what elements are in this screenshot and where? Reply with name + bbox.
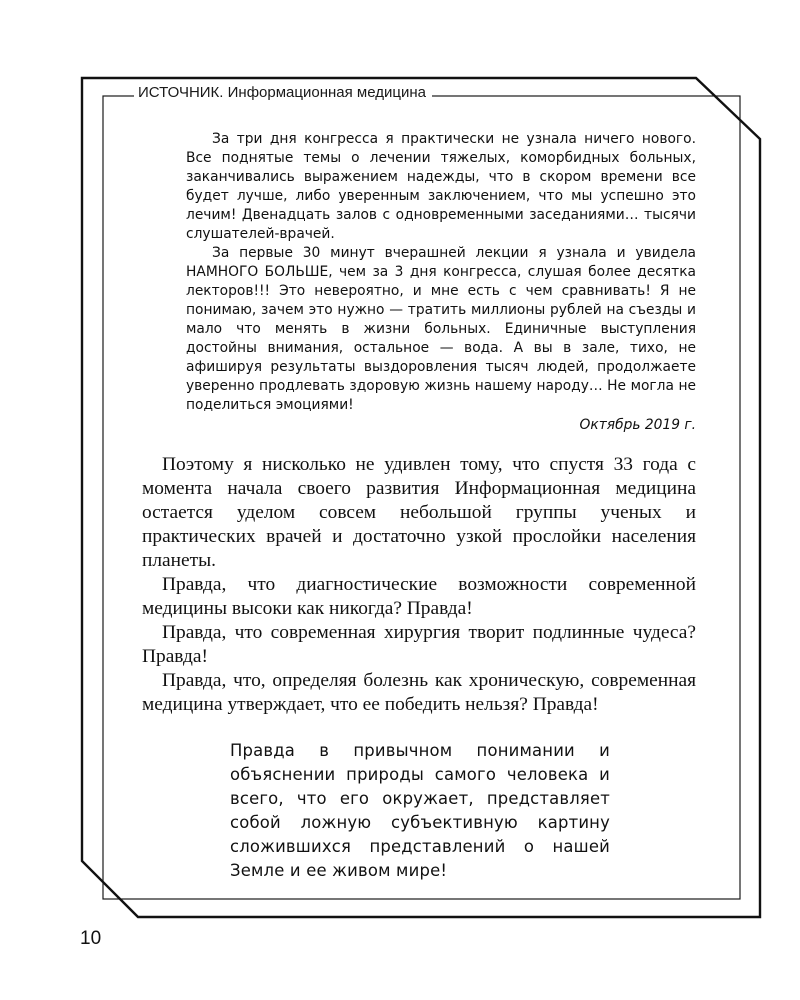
callout-text: Правда в привычном понимании и объяснении природы самого человека и всего, что его окружает, представляет собой ложную субъективную картину сложившихся представлений о нашей Земле и ее живом мире! bbox=[230, 741, 610, 880]
running-header bbox=[134, 84, 432, 101]
quote-block bbox=[186, 130, 696, 435]
quote-paragraph: За первые 30 минут вчерашней лекции я узнала и увидела НАМНОГО БОЛЬШЕ, чем за 3 дня конгресса, слушая более десятка лекторов!!! Это невероятно, и мне есть с чем сравнивать! Я не понимаю, зачем это нужно — тратить миллионы рублей на съезды и мало что менять в жизни больных. Единичные выступления достойны внимания, остальное — вода. А вы в зале, тихо, не афишируя результаты выздоровления тысяч людей, продолжаете уверенно продлевать здоровую жизнь нашему народу… Не могла не поделиться эмоциями! bbox=[186, 245, 696, 413]
header-title: Информационная медицина bbox=[227, 84, 426, 101]
page-number: 10 bbox=[80, 928, 102, 949]
main-paragraph: Правда, что диагностические возможности современной медицины высоки как никогда? Правда! bbox=[142, 574, 696, 619]
quote-date: Октябрь 2019 г. bbox=[579, 417, 696, 433]
callout-block bbox=[230, 739, 610, 883]
quote-paragraph: За три дня конгресса я практически не узнала ничего нового. Все поднятые темы о лечении тяжелых, коморбидных больных, заканчивались выражением надежды, что в скором времени все будет лучше, либо уверенным заключением, что мы успешно это лечим! Двенадцать залов с одновременными заседаниями… тысячи слушателей-врачей. bbox=[186, 131, 696, 242]
main-paragraph: Поэтому я нисколько не удивлен тому, что спустя 33 года с момента начала своего развития Информационная медицина остается уделом совсем небольшой группы ученых и практических врачей и достаточно узкой прослойки населения планеты. bbox=[142, 454, 696, 571]
main-paragraph: Правда, что современная хирургия творит подлинные чудеса? Правда! bbox=[142, 622, 696, 667]
main-paragraph: Правда, что, определяя болезнь как хроническую, современная медицина утверждает, что ее победить нельзя? Правда! bbox=[142, 670, 696, 715]
main-text bbox=[142, 453, 696, 717]
header-source: ИСТОЧНИК. bbox=[138, 84, 224, 101]
